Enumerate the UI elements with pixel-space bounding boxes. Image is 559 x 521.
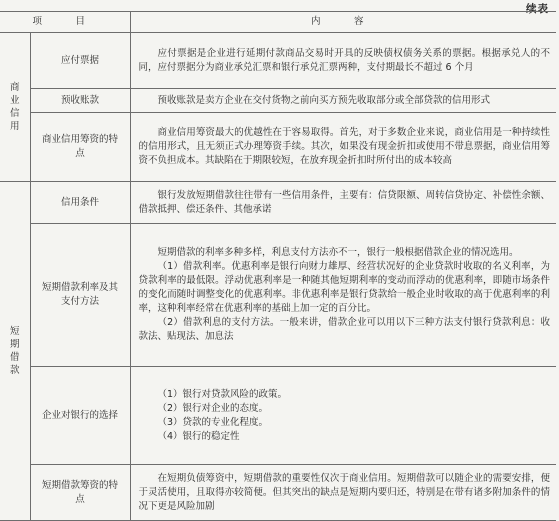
table-row	[0, 113, 556, 182]
content-cell: 商业信用筹资最大的优越性在于容易取得。首先，对于多数企业来说，商业信用是一种持续性的信用形式，且无须正式办理筹资手续。其次，如果没有现金折扣或使用不带息票据，商业信用筹资不负担成本。其缺陷在于期限较短，在放弃现金折扣时所付出的成本较高	[130, 113, 556, 182]
item-cell: 短期借款利率及其支付方法	[30, 224, 130, 367]
content-cell: 在短期负债筹资中，短期借款的重要性仅次于商业信用。短期借款可以随企业的需要安排，便于灵活使用，且取得亦较简便。但其突出的缺点是短期内要归还，特别是在带有诸多附加条件的情况下更是风险加剧	[130, 465, 556, 521]
item-cell: 短期借款筹资的特点	[30, 465, 130, 521]
list-item: （3）贷款的专业化程度。	[157, 416, 269, 428]
table-row	[0, 224, 556, 367]
header-content: 内 容	[130, 12, 556, 33]
content-cell: 预收账款是卖方企业在交付货物之前向买方预先收取部分或全部贷款的信用形式	[130, 89, 556, 113]
content-cell: 短期借款的利率多种多样，利息支付方法亦不一，银行一般根据借款企业的情况选用。 （1）借款利率。优惠利率是银行向财力雄厚、经营状况好的企业贷款时收取的名义利率，为贷款利率的最低限。浮动优惠利率是一种随其他短期利率的变动而浮动的优惠利率，即随市场条件的变化而随时调整变化的优惠利率。非优惠利率是银行贷款给一般企业时收取的高于优惠利率的利率，这种利率经常在优惠利率的基础上加一定的百分比。 （2）借款利息的支付方法。一般来讲，借款企业可以用以下三种方法支付银行贷款利息：收款法、贴现法、加息法	[130, 224, 556, 367]
item-cell: 商业信用筹资的特点	[30, 113, 130, 182]
table-row	[0, 33, 556, 89]
content-cell: 银行发放短期借款往往带有一些信用条件，主要有：信贷限额、周转信贷协定、补偿性余额、借款抵押、偿还条件、其他承诺	[130, 182, 556, 224]
list-item: （4）银行的稳定性	[157, 430, 240, 442]
content-cell	[130, 367, 556, 465]
header-item: 项 目	[0, 12, 130, 33]
financing-table	[0, 11, 556, 521]
content-cell: 应付票据是企业进行延期付款商品交易时开具的反映债权债务关系的票据。根据承兑人的不同，应付票据分为商业承兑汇票和银行承兑汇票两种，支付期最长不超过 6 个月	[130, 33, 556, 89]
continued-label: 续表	[526, 3, 549, 15]
category-cell: 商业信用	[0, 33, 30, 182]
table-row	[0, 367, 556, 465]
table-row	[0, 465, 556, 521]
table-row	[0, 182, 556, 224]
item-cell: 企业对银行的选择	[30, 367, 130, 465]
list-item: （1）银行对贷款风险的政策。	[157, 388, 288, 400]
table-row	[0, 89, 556, 113]
item-cell: 信用条件	[30, 182, 130, 224]
category-cell: 短期借款	[0, 182, 30, 521]
header-row	[0, 12, 556, 33]
item-cell: 预收账款	[30, 89, 130, 113]
item-cell: 应付票据	[30, 33, 130, 89]
list-item: （2）银行对企业的态度。	[157, 402, 269, 414]
